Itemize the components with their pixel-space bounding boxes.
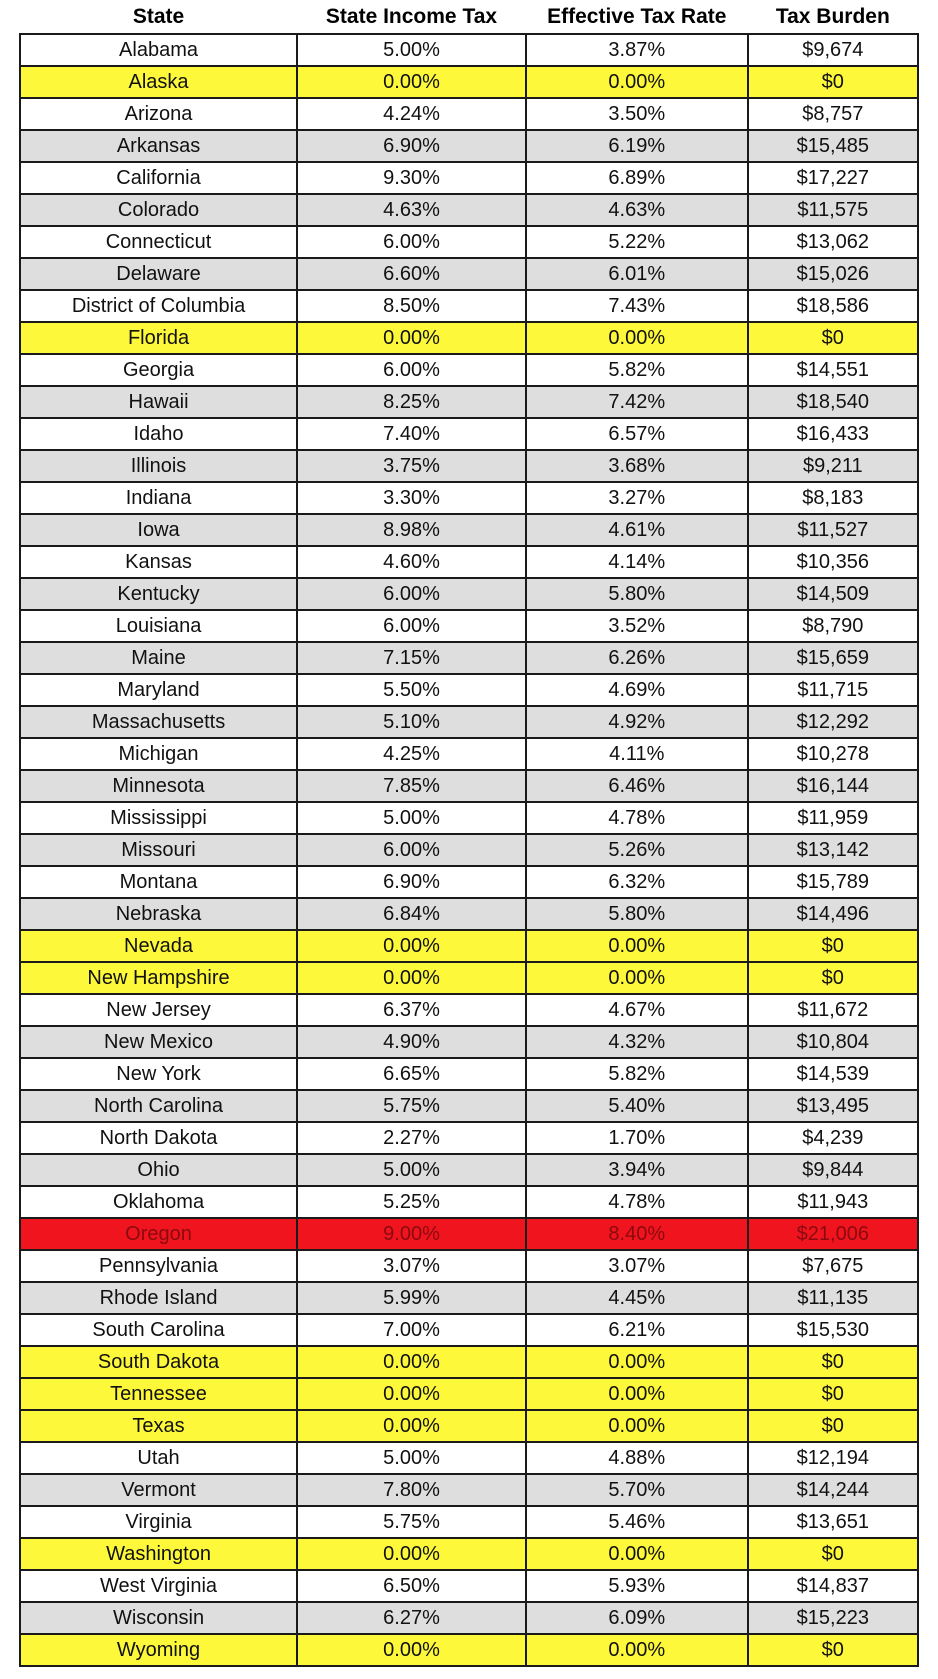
income-tax-cell: 3.30% xyxy=(297,482,526,514)
tax-burden-cell: $12,194 xyxy=(748,1442,918,1474)
tax-burden-cell: $0 xyxy=(748,1634,918,1666)
table-row xyxy=(20,1154,918,1186)
income-tax-cell: 6.37% xyxy=(297,994,526,1026)
table-row xyxy=(20,770,918,802)
table-row xyxy=(20,1282,918,1314)
tax-burden-cell: $8,183 xyxy=(748,482,918,514)
effective-rate-cell: 3.27% xyxy=(526,482,748,514)
income-tax-cell: 5.00% xyxy=(297,1442,526,1474)
effective-rate-cell: 0.00% xyxy=(526,962,748,994)
effective-rate-cell: 0.00% xyxy=(526,1634,748,1666)
state-cell: Georgia xyxy=(20,354,297,386)
effective-rate-cell: 5.22% xyxy=(526,226,748,258)
tax-burden-cell: $0 xyxy=(748,1346,918,1378)
state-cell: Missouri xyxy=(20,834,297,866)
table-row xyxy=(20,514,918,546)
tax-burden-cell: $10,278 xyxy=(748,738,918,770)
tax-burden-cell: $11,715 xyxy=(748,674,918,706)
state-cell: Rhode Island xyxy=(20,1282,297,1314)
effective-rate-cell: 0.00% xyxy=(526,930,748,962)
table-row xyxy=(20,962,918,994)
tax-burden-cell: $0 xyxy=(748,930,918,962)
tax-burden-cell: $0 xyxy=(748,1378,918,1410)
state-cell: South Dakota xyxy=(20,1346,297,1378)
table-row xyxy=(20,1250,918,1282)
state-cell: Illinois xyxy=(20,450,297,482)
state-cell: Oklahoma xyxy=(20,1186,297,1218)
tax-burden-cell: $11,943 xyxy=(748,1186,918,1218)
effective-rate-cell: 8.40% xyxy=(526,1218,748,1250)
tax-burden-cell: $15,223 xyxy=(748,1602,918,1634)
tax-burden-cell: $13,142 xyxy=(748,834,918,866)
table-row xyxy=(20,1058,918,1090)
table-row xyxy=(20,1122,918,1154)
effective-rate-cell: 0.00% xyxy=(526,322,748,354)
tax-burden-cell: $17,227 xyxy=(748,162,918,194)
state-cell: Arizona xyxy=(20,98,297,130)
table-row xyxy=(20,1026,918,1058)
state-cell: Massachusetts xyxy=(20,706,297,738)
tax-burden-cell: $15,485 xyxy=(748,130,918,162)
state-cell: Delaware xyxy=(20,258,297,290)
tax-burden-cell: $15,789 xyxy=(748,866,918,898)
tax-burden-cell: $4,239 xyxy=(748,1122,918,1154)
income-tax-cell: 6.00% xyxy=(297,834,526,866)
income-tax-cell: 6.84% xyxy=(297,898,526,930)
income-tax-cell: 5.00% xyxy=(297,1154,526,1186)
state-cell: Colorado xyxy=(20,194,297,226)
state-cell: Maine xyxy=(20,642,297,674)
income-tax-cell: 7.80% xyxy=(297,1474,526,1506)
tax-burden-cell: $0 xyxy=(748,1538,918,1570)
table-row xyxy=(20,386,918,418)
tax-burden-cell: $8,757 xyxy=(748,98,918,130)
effective-rate-cell: 3.07% xyxy=(526,1250,748,1282)
effective-rate-cell: 4.92% xyxy=(526,706,748,738)
table-row xyxy=(20,834,918,866)
state-cell: Alaska xyxy=(20,66,297,98)
income-tax-cell: 7.40% xyxy=(297,418,526,450)
tax-burden-cell: $11,959 xyxy=(748,802,918,834)
effective-rate-cell: 6.19% xyxy=(526,130,748,162)
tax-burden-cell: $16,144 xyxy=(748,770,918,802)
state-cell: Tennessee xyxy=(20,1378,297,1410)
table-header xyxy=(20,0,918,34)
state-cell: South Carolina xyxy=(20,1314,297,1346)
table-row xyxy=(20,642,918,674)
table-row xyxy=(20,354,918,386)
effective-rate-cell: 0.00% xyxy=(526,1538,748,1570)
table-row xyxy=(20,418,918,450)
tax-burden-cell: $0 xyxy=(748,1410,918,1442)
state-cell: Ohio xyxy=(20,1154,297,1186)
effective-rate-cell: 1.70% xyxy=(526,1122,748,1154)
state-cell: Oregon xyxy=(20,1218,297,1250)
income-tax-cell: 7.85% xyxy=(297,770,526,802)
effective-rate-cell: 5.80% xyxy=(526,898,748,930)
tax-burden-cell: $14,509 xyxy=(748,578,918,610)
income-tax-cell: 4.63% xyxy=(297,194,526,226)
effective-rate-cell: 5.93% xyxy=(526,1570,748,1602)
table-row xyxy=(20,610,918,642)
table-row xyxy=(20,1538,918,1570)
state-cell: Florida xyxy=(20,322,297,354)
table-row xyxy=(20,1410,918,1442)
effective-rate-cell: 3.87% xyxy=(526,34,748,66)
income-tax-cell: 0.00% xyxy=(297,322,526,354)
state-cell: Wisconsin xyxy=(20,1602,297,1634)
state-cell: New Hampshire xyxy=(20,962,297,994)
tax-burden-cell: $21,006 xyxy=(748,1218,918,1250)
state-cell: New Mexico xyxy=(20,1026,297,1058)
table-row xyxy=(20,1090,918,1122)
table-body xyxy=(20,34,918,1666)
effective-rate-cell: 5.26% xyxy=(526,834,748,866)
table-row xyxy=(20,1442,918,1474)
state-cell: North Carolina xyxy=(20,1090,297,1122)
state-cell: Vermont xyxy=(20,1474,297,1506)
effective-rate-cell: 6.57% xyxy=(526,418,748,450)
tax-burden-cell: $0 xyxy=(748,66,918,98)
table-row xyxy=(20,226,918,258)
state-cell: Montana xyxy=(20,866,297,898)
tax-burden-cell: $13,651 xyxy=(748,1506,918,1538)
effective-rate-cell: 4.67% xyxy=(526,994,748,1026)
effective-rate-cell: 4.78% xyxy=(526,1186,748,1218)
state-cell: Washington xyxy=(20,1538,297,1570)
income-tax-cell: 3.75% xyxy=(297,450,526,482)
income-tax-cell: 7.15% xyxy=(297,642,526,674)
table-row xyxy=(20,482,918,514)
income-tax-cell: 3.07% xyxy=(297,1250,526,1282)
state-cell: Louisiana xyxy=(20,610,297,642)
header-state: State xyxy=(20,0,297,34)
income-tax-cell: 6.27% xyxy=(297,1602,526,1634)
income-tax-cell: 7.00% xyxy=(297,1314,526,1346)
tax-burden-cell: $9,674 xyxy=(748,34,918,66)
effective-rate-cell: 6.09% xyxy=(526,1602,748,1634)
effective-rate-cell: 3.94% xyxy=(526,1154,748,1186)
effective-rate-cell: 3.68% xyxy=(526,450,748,482)
tax-burden-cell: $9,844 xyxy=(748,1154,918,1186)
table-row xyxy=(20,34,918,66)
table-row xyxy=(20,194,918,226)
income-tax-cell: 2.27% xyxy=(297,1122,526,1154)
tax-burden-cell: $14,837 xyxy=(748,1570,918,1602)
effective-rate-cell: 4.88% xyxy=(526,1442,748,1474)
effective-rate-cell: 4.14% xyxy=(526,546,748,578)
effective-rate-cell: 6.01% xyxy=(526,258,748,290)
tax-burden-cell: $14,551 xyxy=(748,354,918,386)
tax-burden-cell: $14,244 xyxy=(748,1474,918,1506)
state-cell: Indiana xyxy=(20,482,297,514)
state-cell: District of Columbia xyxy=(20,290,297,322)
effective-rate-cell: 0.00% xyxy=(526,1378,748,1410)
table-row xyxy=(20,802,918,834)
header-effective-tax-rate: Effective Tax Rate xyxy=(526,0,748,34)
income-tax-cell: 6.90% xyxy=(297,130,526,162)
income-tax-cell: 0.00% xyxy=(297,1538,526,1570)
state-cell: New York xyxy=(20,1058,297,1090)
state-cell: Nevada xyxy=(20,930,297,962)
effective-rate-cell: 5.82% xyxy=(526,354,748,386)
income-tax-cell: 6.00% xyxy=(297,578,526,610)
tax-burden-cell: $11,527 xyxy=(748,514,918,546)
table-row xyxy=(20,98,918,130)
state-cell: Alabama xyxy=(20,34,297,66)
table-row xyxy=(20,578,918,610)
income-tax-cell: 5.00% xyxy=(297,802,526,834)
state-cell: Iowa xyxy=(20,514,297,546)
income-tax-cell: 6.00% xyxy=(297,226,526,258)
table-row xyxy=(20,450,918,482)
table-row xyxy=(20,1218,918,1250)
state-cell: Arkansas xyxy=(20,130,297,162)
table-row xyxy=(20,866,918,898)
income-tax-cell: 4.25% xyxy=(297,738,526,770)
table-row xyxy=(20,162,918,194)
tax-burden-cell: $8,790 xyxy=(748,610,918,642)
table-row xyxy=(20,898,918,930)
effective-rate-cell: 7.43% xyxy=(526,290,748,322)
effective-rate-cell: 5.46% xyxy=(526,1506,748,1538)
effective-rate-cell: 4.78% xyxy=(526,802,748,834)
tax-burden-cell: $15,026 xyxy=(748,258,918,290)
effective-rate-cell: 6.32% xyxy=(526,866,748,898)
table-row xyxy=(20,1314,918,1346)
income-tax-cell: 6.90% xyxy=(297,866,526,898)
income-tax-cell: 5.75% xyxy=(297,1506,526,1538)
table-row xyxy=(20,1634,918,1666)
income-tax-cell: 8.50% xyxy=(297,290,526,322)
tax-burden-cell: $11,135 xyxy=(748,1282,918,1314)
tax-burden-cell: $9,211 xyxy=(748,450,918,482)
state-cell: North Dakota xyxy=(20,1122,297,1154)
state-cell: Utah xyxy=(20,1442,297,1474)
table-row xyxy=(20,258,918,290)
table-row xyxy=(20,706,918,738)
income-tax-cell: 8.98% xyxy=(297,514,526,546)
state-cell: Virginia xyxy=(20,1506,297,1538)
effective-rate-cell: 6.21% xyxy=(526,1314,748,1346)
income-tax-cell: 0.00% xyxy=(297,1378,526,1410)
header-tax-burden: Tax Burden xyxy=(748,0,918,34)
state-tax-table xyxy=(19,0,919,1667)
income-tax-cell: 0.00% xyxy=(297,1346,526,1378)
tax-burden-cell: $14,539 xyxy=(748,1058,918,1090)
tax-burden-cell: $7,675 xyxy=(748,1250,918,1282)
income-tax-cell: 5.75% xyxy=(297,1090,526,1122)
table-row xyxy=(20,1474,918,1506)
tax-burden-cell: $11,672 xyxy=(748,994,918,1026)
income-tax-cell: 0.00% xyxy=(297,1410,526,1442)
effective-rate-cell: 3.52% xyxy=(526,610,748,642)
state-cell: Nebraska xyxy=(20,898,297,930)
state-cell: Kansas xyxy=(20,546,297,578)
state-cell: Maryland xyxy=(20,674,297,706)
state-cell: Wyoming xyxy=(20,1634,297,1666)
tax-burden-cell: $15,659 xyxy=(748,642,918,674)
income-tax-cell: 9.00% xyxy=(297,1218,526,1250)
effective-rate-cell: 0.00% xyxy=(526,1346,748,1378)
table-row xyxy=(20,1602,918,1634)
state-cell: Minnesota xyxy=(20,770,297,802)
income-tax-cell: 6.60% xyxy=(297,258,526,290)
income-tax-cell: 0.00% xyxy=(297,962,526,994)
table-row xyxy=(20,930,918,962)
table-row xyxy=(20,1346,918,1378)
state-cell: Pennsylvania xyxy=(20,1250,297,1282)
table-row xyxy=(20,1186,918,1218)
income-tax-cell: 5.10% xyxy=(297,706,526,738)
tax-burden-cell: $12,292 xyxy=(748,706,918,738)
state-cell: Mississippi xyxy=(20,802,297,834)
state-cell: West Virginia xyxy=(20,1570,297,1602)
table-row xyxy=(20,1378,918,1410)
table-row xyxy=(20,674,918,706)
state-cell: Texas xyxy=(20,1410,297,1442)
effective-rate-cell: 5.40% xyxy=(526,1090,748,1122)
header-row xyxy=(20,0,918,34)
state-cell: Hawaii xyxy=(20,386,297,418)
tax-burden-cell: $10,356 xyxy=(748,546,918,578)
table-row xyxy=(20,322,918,354)
effective-rate-cell: 6.89% xyxy=(526,162,748,194)
tax-burden-cell: $14,496 xyxy=(748,898,918,930)
income-tax-cell: 9.30% xyxy=(297,162,526,194)
table-row xyxy=(20,290,918,322)
income-tax-cell: 6.00% xyxy=(297,610,526,642)
income-tax-cell: 6.50% xyxy=(297,1570,526,1602)
tax-burden-cell: $18,586 xyxy=(748,290,918,322)
effective-rate-cell: 3.50% xyxy=(526,98,748,130)
income-tax-cell: 0.00% xyxy=(297,1634,526,1666)
income-tax-cell: 6.65% xyxy=(297,1058,526,1090)
state-cell: New Jersey xyxy=(20,994,297,1026)
effective-rate-cell: 6.46% xyxy=(526,770,748,802)
income-tax-cell: 0.00% xyxy=(297,66,526,98)
table-row xyxy=(20,1570,918,1602)
effective-rate-cell: 7.42% xyxy=(526,386,748,418)
income-tax-cell: 5.00% xyxy=(297,34,526,66)
tax-burden-cell: $13,495 xyxy=(748,1090,918,1122)
tax-burden-cell: $18,540 xyxy=(748,386,918,418)
effective-rate-cell: 0.00% xyxy=(526,1410,748,1442)
header-state-income-tax: State Income Tax xyxy=(297,0,526,34)
income-tax-cell: 8.25% xyxy=(297,386,526,418)
table-row xyxy=(20,130,918,162)
tax-burden-cell: $13,062 xyxy=(748,226,918,258)
income-tax-cell: 4.24% xyxy=(297,98,526,130)
table-row xyxy=(20,738,918,770)
state-cell: Idaho xyxy=(20,418,297,450)
table-row xyxy=(20,66,918,98)
income-tax-cell: 5.99% xyxy=(297,1282,526,1314)
table-row xyxy=(20,994,918,1026)
state-cell: California xyxy=(20,162,297,194)
tax-burden-cell: $15,530 xyxy=(748,1314,918,1346)
effective-rate-cell: 4.61% xyxy=(526,514,748,546)
effective-rate-cell: 4.63% xyxy=(526,194,748,226)
table-row xyxy=(20,546,918,578)
effective-rate-cell: 4.11% xyxy=(526,738,748,770)
effective-rate-cell: 4.45% xyxy=(526,1282,748,1314)
tax-burden-cell: $16,433 xyxy=(748,418,918,450)
income-tax-cell: 6.00% xyxy=(297,354,526,386)
income-tax-cell: 4.60% xyxy=(297,546,526,578)
income-tax-cell: 0.00% xyxy=(297,930,526,962)
table-row xyxy=(20,1506,918,1538)
tax-burden-cell: $10,804 xyxy=(748,1026,918,1058)
effective-rate-cell: 4.32% xyxy=(526,1026,748,1058)
state-cell: Michigan xyxy=(20,738,297,770)
income-tax-cell: 5.25% xyxy=(297,1186,526,1218)
state-cell: Kentucky xyxy=(20,578,297,610)
effective-rate-cell: 5.70% xyxy=(526,1474,748,1506)
tax-burden-cell: $11,575 xyxy=(748,194,918,226)
effective-rate-cell: 4.69% xyxy=(526,674,748,706)
effective-rate-cell: 0.00% xyxy=(526,66,748,98)
effective-rate-cell: 5.80% xyxy=(526,578,748,610)
effective-rate-cell: 5.82% xyxy=(526,1058,748,1090)
income-tax-cell: 4.90% xyxy=(297,1026,526,1058)
income-tax-cell: 5.50% xyxy=(297,674,526,706)
tax-burden-cell: $0 xyxy=(748,962,918,994)
effective-rate-cell: 6.26% xyxy=(526,642,748,674)
state-cell: Connecticut xyxy=(20,226,297,258)
tax-burden-cell: $0 xyxy=(748,322,918,354)
